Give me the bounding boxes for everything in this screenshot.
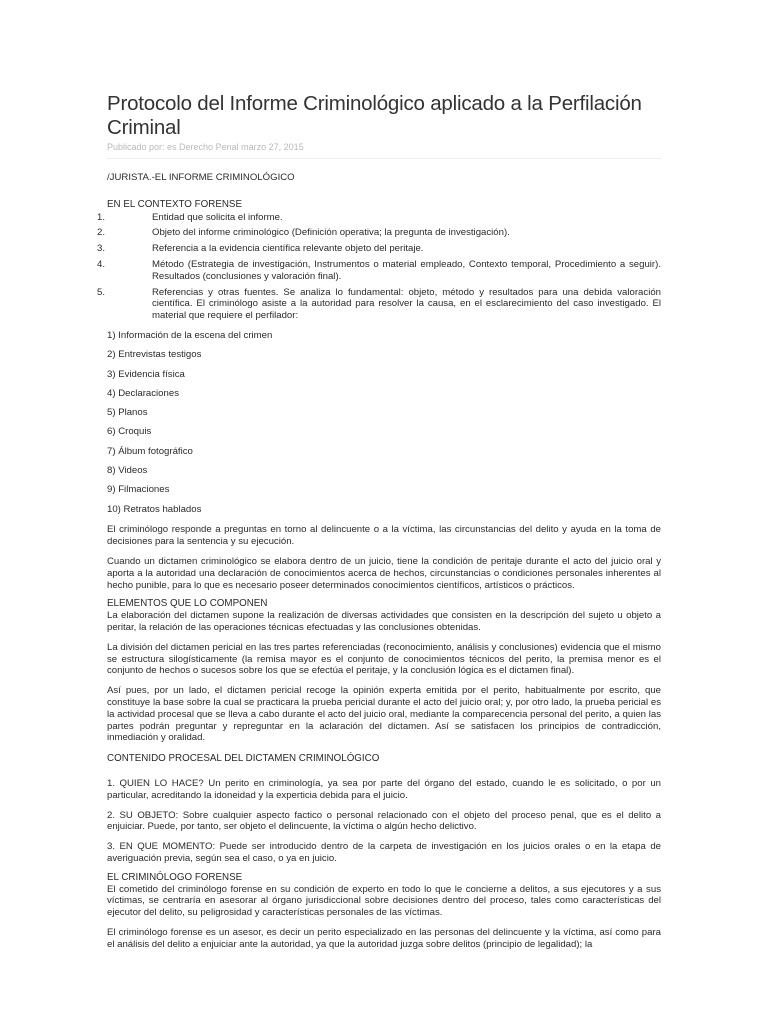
paragraph: La elaboración del dictamen supone la realización de diversas actividades que consisten en la descripción del sujeto u objeto a peritar, la relación de las operaciones técnicas efectuadas y las conclusiones obtenidas. <box>107 610 661 634</box>
paragraph: 3. EN QUE MOMENTO: Puede ser introducido dentro de la carpeta de investigación en los juicios orales o en la etapa de averiguación previa, según sea el caso, o ya en juicio. <box>107 841 661 864</box>
material-item: 3) Evidencia física <box>107 368 185 380</box>
material-item: 9) Filmaciones <box>107 484 170 496</box>
paragraph: 1. QUIEN LO HACE? Un perito en criminología, ya sea por parte del órgano del estado, cuando le es solicitado, o por un particular, acreditando la idoneidad y la experticia debida para el juicio. <box>107 777 661 801</box>
material-item: 4) Declaraciones <box>107 387 179 399</box>
paragraph: El criminólogo responde a preguntas en torno al delincuente o a la víctima, las circunstancias del delito y ayuda en la toma de decisiones para la sentencia y su ejecución. <box>107 524 661 548</box>
paragraph: Cuando un dictamen criminológico se elabora dentro de un juicio, tiene la condición de peritaje durante el acto del juicio oral y aporta a la autoridad una declaración de conocimientos acerca de hechos, circunstancias o condiciones personales inherentes al hecho punible, para lo que es necesario poseer determinados conocimientos científicos, artísticos o prácticos. <box>107 556 661 591</box>
list-item: 4. Método (Estrategia de investigación, Instrumentos o material empleado, Contexto temporal, Procedimiento a seguir). Resultados (conclusiones y valoración final). <box>97 258 661 282</box>
paragraph: 2. SU OBJETO: Sobre cualquier aspecto factico o personal relacionado con el objeto del proceso penal, que es el delito a enjuiciar. Puede, por tanto, ser objeto el delincuente, la víctima o algún hecho delictivo. <box>107 809 661 833</box>
list-item: 2. Objeto del informe criminológico (Definición operativa; la pregunta de investigación). <box>97 227 510 239</box>
context-heading: EN EL CONTEXTO FORENSE <box>107 198 243 210</box>
material-item: 2) Entrevistas testigos <box>107 349 202 361</box>
section-heading: CONTENIDO PROCESAL DEL DICTAMEN CRIMINOLÓGICO <box>107 753 380 765</box>
list-item: 1. Entidad que solicita el informe. <box>97 211 283 223</box>
material-item: 8) Videos <box>107 465 148 477</box>
material-item: 7) Álbum fotográfico <box>107 445 193 457</box>
list-item: 3. Referencia a la evidencia científica relevante objeto del peritaje. <box>97 243 424 255</box>
list-item: 5. Referencias y otras fuentes. Se analiza lo fundamental: objeto, método y resultados para una debida valoración científica. El criminólogo asiste a la autoridad para resolver la causa, en el esclarecimiento del caso investigado. El material que requiere el perfilador: <box>97 286 661 322</box>
section-heading: ELEMENTOS QUE LO COMPONEN <box>107 598 268 610</box>
article-body <box>97 172 661 951</box>
document-page <box>97 92 661 951</box>
material-item: 6) Croquis <box>107 426 152 438</box>
material-item: 10) Retratos hablados <box>107 503 202 515</box>
section-heading: EL CRIMINÓLOGO FORENSE <box>107 871 243 883</box>
material-item: 1) Información de la escena del crimen <box>107 329 273 341</box>
paragraph: El criminólogo forense es un asesor, es decir un perito especializado en las personas del delincuente y la víctima, así como para el análisis del delito a enjuiciar ante la autoridad, ya que la autoridad juzga sobre delitos (principio de legalidad); la <box>107 926 661 950</box>
paragraph: El cometido del criminólogo forense en su condición de experto en todo lo que le concierne a delitos, a sus ejecutores y a sus víctimas, se centraría en asesorar al órgano jurisdiccional sobre decisiones dentro del proceso, tales como características del ejecutor del delito, su peligrosidad y características personales de las víctimas. <box>107 883 661 919</box>
page-title: Protocolo del Informe Criminológico aplicado a la Perfilación Criminal <box>107 92 642 139</box>
materials-list <box>107 330 661 515</box>
numbered-list <box>97 211 661 322</box>
paragraph: Así pues, por un lado, el dictamen pericial recoge la opinión experta emitida por el perito, habitualmente por escrito, que constituye la base sobre la cual se practicara la prueba pericial durante el acto del juicio oral; y, por otro lado, la prueba pericial es la actividad procesal que se lleva a cabo durante el acto del juicio oral, mediante la comparecencia personal del perito, a quien las partes podrán preguntar y repreguntar en la aclaración del dictamen. Así se satisfacen los principios de contradicción, inmediación y oralidad. <box>107 685 661 744</box>
paragraph: La división del dictamen pericial en las tres partes referenciadas (reconocimiento, análisis y conclusiones) evidencia que el mismo se estructura silogísticamente (la remisa mayor es el conjunto de conocimientos técnicos del perito, la premisa menor es el conjunto de hechos o sucesos sobre los que se efectúa el peritaje, y la conclusión lógica es el dictamen final). <box>107 641 661 677</box>
subtitle: /JURISTA.-EL INFORME CRIMINOLÓGICO <box>107 172 295 183</box>
post-meta: Publicado por: es Derecho Penal marzo 27, 2015 <box>107 142 661 159</box>
material-item: 5) Planos <box>107 407 148 419</box>
